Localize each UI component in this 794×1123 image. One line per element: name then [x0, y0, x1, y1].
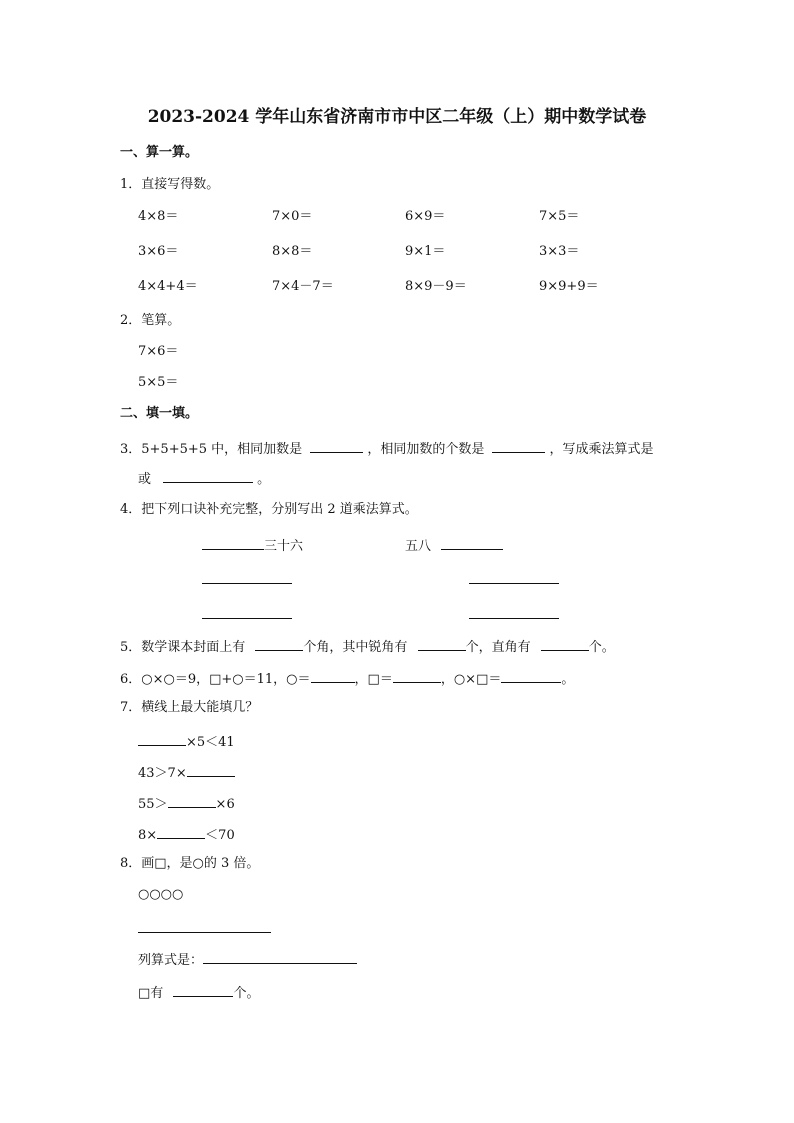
answer-blank[interactable]: [203, 950, 357, 964]
question-text: ＜70: [205, 828, 235, 843]
question-5: [120, 637, 615, 656]
question-7-line: [138, 763, 235, 782]
answer-blank[interactable]: [311, 669, 355, 683]
answer-blank[interactable]: [163, 469, 253, 483]
question-text: □有: [138, 986, 164, 1001]
answer-blank[interactable]: [255, 637, 303, 651]
math-item: 7×4－7＝: [272, 279, 334, 294]
answer-blank[interactable]: [441, 536, 503, 550]
question-text: 三十六: [264, 539, 304, 554]
question-text: 55＞: [138, 797, 168, 812]
math-item: 9×1＝: [405, 244, 446, 259]
question-7-line: [138, 732, 235, 751]
answer-blank[interactable]: [310, 439, 363, 453]
section-heading: 一、算一算。: [120, 145, 199, 160]
question-text: 5．数学课本封面上有: [120, 640, 246, 655]
math-item: 4×4+4＝: [138, 279, 198, 294]
answer-blank[interactable]: [202, 536, 264, 550]
question-text: 3．5+5+5+5 中，相同加数是: [120, 442, 303, 457]
question-text: 6．○×○＝9，□+○＝11，○＝: [120, 672, 311, 687]
question-2-label: 2．笔算。: [120, 313, 181, 328]
answer-blank[interactable]: [168, 794, 216, 808]
question-7-line: [138, 794, 235, 813]
section-heading: 二、填一填。: [120, 406, 199, 421]
question-text: ×6: [215, 797, 235, 812]
math-item: 4×8＝: [138, 209, 179, 224]
math-item: 8×8＝: [272, 244, 313, 259]
answer-blank[interactable]: [173, 983, 233, 997]
question-text: 或: [138, 472, 152, 487]
answer-line[interactable]: [202, 583, 292, 584]
question-text: 。: [257, 472, 271, 487]
question-text: ，□＝: [354, 672, 393, 687]
answer-line[interactable]: [469, 618, 559, 619]
math-item: 5×5＝: [138, 375, 179, 390]
question-text: 个角，其中锐角有: [303, 640, 408, 655]
question-4-label: 4．把下列口诀补充完整，分别写出 2 道乘法算式。: [120, 502, 418, 517]
math-item: 3×3＝: [539, 244, 580, 259]
answer-blank[interactable]: [541, 637, 589, 651]
question-4-right: [405, 536, 503, 555]
question-text: 五八: [405, 539, 432, 554]
math-item: 8×9－9＝: [405, 279, 467, 294]
math-item: 3×6＝: [138, 244, 179, 259]
answer-blank[interactable]: [157, 825, 205, 839]
drawing-line[interactable]: [138, 932, 271, 933]
answer-blank[interactable]: [187, 763, 235, 777]
question-4-left: [202, 536, 303, 555]
question-text: 列算式是：: [138, 953, 204, 968]
math-item: 7×0＝: [272, 209, 313, 224]
answer-blank[interactable]: [138, 732, 186, 746]
question-text: 个。: [233, 986, 260, 1001]
math-item: 7×5＝: [539, 209, 580, 224]
question-6: [120, 669, 574, 688]
question-text: 8×: [138, 828, 158, 843]
question-7-label: 7．横线上最大能填几？: [120, 700, 259, 715]
answer-blank[interactable]: [492, 439, 545, 453]
question-3-line1: [120, 439, 653, 458]
math-item: 7×6＝: [138, 344, 179, 359]
math-item: 6×9＝: [405, 209, 446, 224]
question-text: ，相同加数的个数是: [367, 442, 485, 457]
math-item: 9×9+9＝: [539, 279, 599, 294]
page-title: 2023-2024 学年山东省济南市市中区二年级（上）期中数学试卷: [147, 107, 647, 127]
question-3-line2: [138, 469, 270, 488]
question-text: ，写成乘法算式是: [549, 442, 654, 457]
answer-line[interactable]: [202, 618, 292, 619]
question-text: ×5＜41: [186, 735, 235, 750]
question-8-label: 8．画□，是○的 3 倍。: [120, 856, 260, 871]
question-text: 个。: [588, 640, 615, 655]
question-text: ，○×□＝: [440, 672, 502, 687]
circle-shapes: ○○○○: [138, 887, 184, 902]
answer-blank[interactable]: [393, 669, 441, 683]
question-text: 。: [561, 672, 575, 687]
question-text: 个，直角有: [465, 640, 531, 655]
question-8-expression: [138, 950, 357, 969]
answer-blank[interactable]: [501, 669, 561, 683]
question-7-line: [138, 825, 235, 844]
question-1-label: 1．直接写得数。: [120, 177, 220, 192]
question-8-count: [138, 983, 259, 1002]
answer-line[interactable]: [469, 583, 559, 584]
answer-blank[interactable]: [418, 637, 466, 651]
question-text: 43＞7×: [138, 766, 187, 781]
